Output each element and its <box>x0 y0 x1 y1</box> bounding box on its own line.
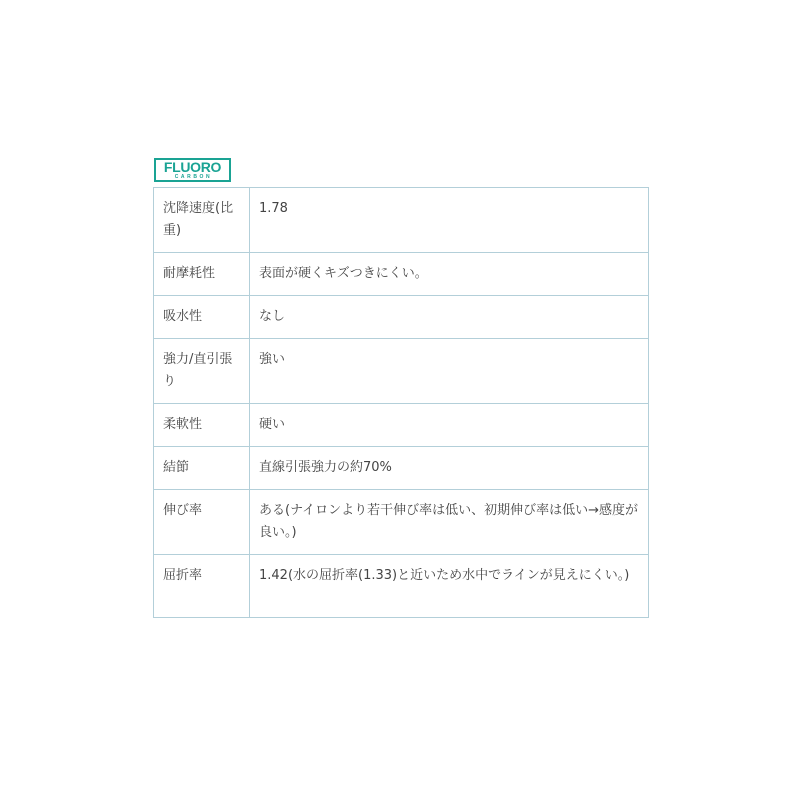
logo-main-text: FLUORO <box>163 159 222 175</box>
row-value: 1.78 <box>250 188 649 253</box>
row-label: 沈降速度(比重) <box>154 188 250 253</box>
row-label: 強力/直引張り <box>154 339 250 404</box>
row-label: 屈折率 <box>154 555 250 618</box>
row-label: 耐摩耗性 <box>154 253 250 296</box>
table-row <box>154 253 649 296</box>
logo-sub-text: CARBON <box>174 174 213 180</box>
spec-table <box>153 187 649 618</box>
row-value: 強い <box>250 339 649 404</box>
table-row <box>154 404 649 447</box>
row-value: 1.42(水の屈折率(1.33)と近いため水中でラインが見えにくい。) <box>250 555 649 618</box>
table-row <box>154 188 649 253</box>
row-value: 硬い <box>250 404 649 447</box>
table-row <box>154 447 649 490</box>
row-value: 直線引張強力の約70% <box>250 447 649 490</box>
table-row <box>154 339 649 404</box>
row-label: 結節 <box>154 447 250 490</box>
row-label: 吸水性 <box>154 296 250 339</box>
row-label: 柔軟性 <box>154 404 250 447</box>
row-value: 表面が硬くキズつきにくい。 <box>250 253 649 296</box>
row-label: 伸び率 <box>154 490 250 555</box>
row-value: なし <box>250 296 649 339</box>
row-value: ある(ナイロンより若干伸び率は低い、初期伸び率は低い→感度が良い。) <box>250 490 649 555</box>
table-row <box>154 490 649 555</box>
table-row <box>154 296 649 339</box>
table-row <box>154 555 649 618</box>
fluoro-carbon-logo <box>154 158 231 182</box>
